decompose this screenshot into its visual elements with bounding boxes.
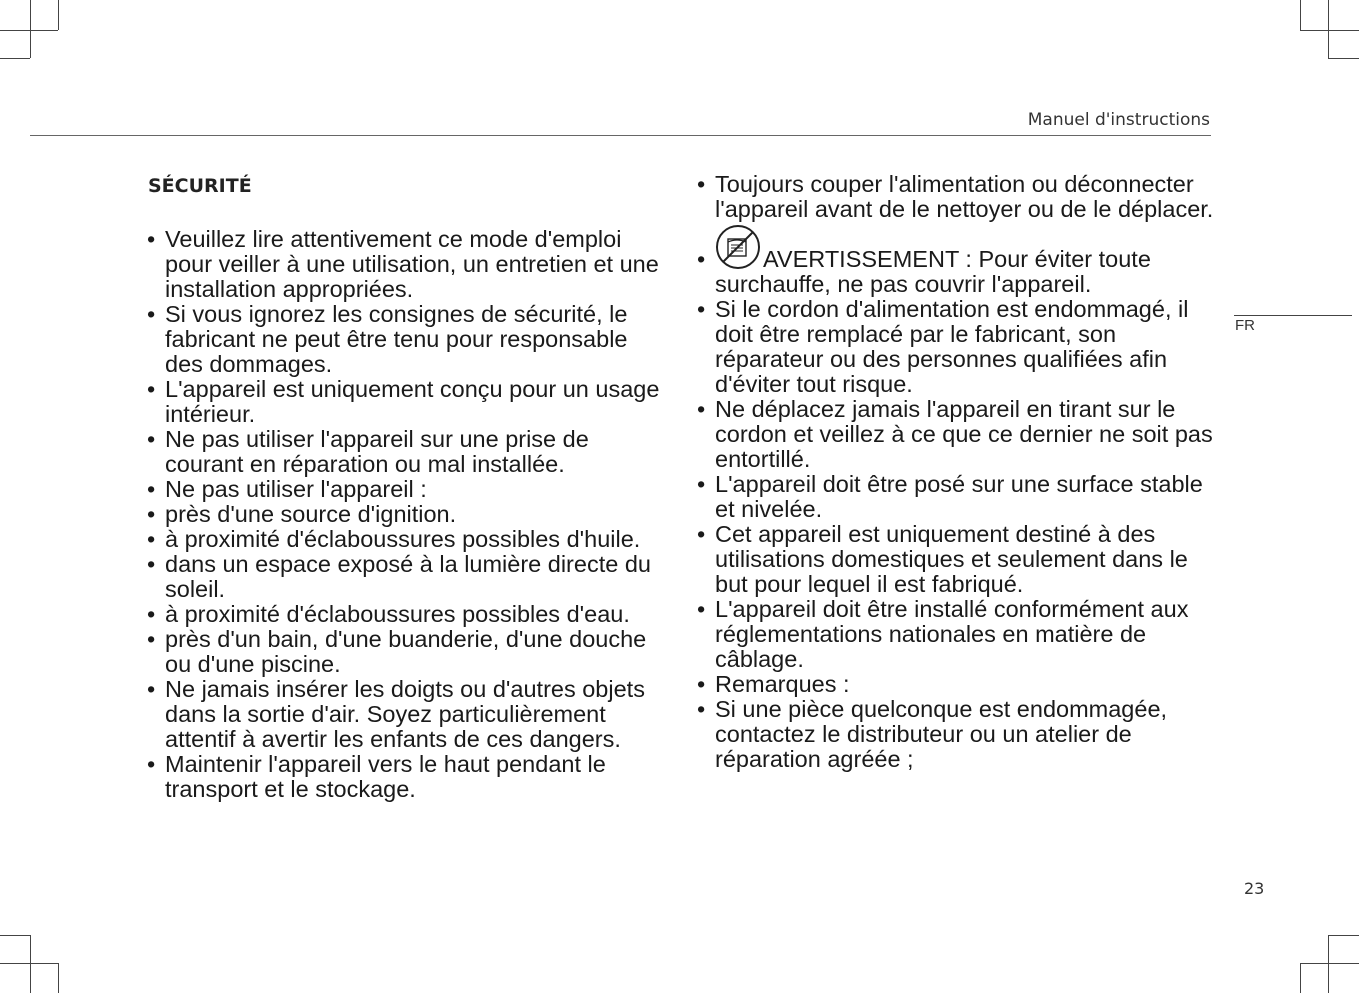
section-title: SÉCURITÉ bbox=[148, 175, 252, 197]
list-item: • à proximité d'éclaboussures possibles d'eau. bbox=[147, 601, 630, 627]
crop-mark bbox=[1328, 935, 1329, 993]
list-item: • Cet appareil est uniquement destiné à des utilisations domestiques et seulement dans le but pour lequel il est fabriqué. bbox=[697, 521, 1188, 597]
safety-list-left bbox=[147, 227, 667, 802]
crop-mark bbox=[1328, 935, 1359, 936]
language-tab: FR bbox=[1235, 317, 1255, 334]
do-not-cover-icon bbox=[715, 224, 761, 270]
page-number: 23 bbox=[1244, 879, 1265, 898]
crop-mark bbox=[1300, 963, 1359, 964]
crop-mark bbox=[58, 963, 59, 993]
list-item: • dans un espace exposé à la lumière directe du soleil. bbox=[147, 551, 651, 602]
list-item: • Veuillez lire attentivement ce mode d'emploi pour veiller à une utilisation, un entretien et une installation appropriées. bbox=[147, 226, 659, 302]
list-item: • L'appareil doit être posé sur une surface stable et nivelée. bbox=[697, 471, 1203, 522]
list-item: • Ne déplacez jamais l'appareil en tirant sur le cordon et veillez à ce que ce dernier ne soit pas entortillé. bbox=[697, 396, 1213, 472]
list-item: • L'appareil doit être installé conformément aux réglementations nationales en matière de câblage. bbox=[697, 596, 1189, 672]
crop-mark bbox=[0, 30, 58, 31]
language-tab-divider bbox=[1234, 315, 1352, 316]
list-item: • Si une pièce quelconque est endommagée, contactez le distributeur ou un atelier de réparation agréée ; bbox=[697, 696, 1168, 772]
crop-mark bbox=[1300, 0, 1301, 30]
list-item: • Si vous ignorez les consignes de sécurité, le fabricant ne peut être tenu pour responsable des dommages. bbox=[147, 301, 628, 377]
list-item-warning: • AVERTISSEMENT : Pour éviter toute surchauffe, ne pas couvrir l'appareil. bbox=[697, 224, 1217, 297]
crop-mark bbox=[30, 0, 31, 58]
list-item: • Ne pas utiliser l'appareil : bbox=[147, 476, 427, 502]
list-item: • Ne jamais insérer les doigts ou d'autres objets dans la sortie d'air. Soyez particulièrement attentif à avertir les enfants de ces dangers. bbox=[147, 676, 645, 752]
list-item: • Maintenir l'appareil vers le haut pendant le transport et le stockage. bbox=[147, 751, 606, 802]
list-item: • près d'une source d'ignition. bbox=[147, 501, 457, 527]
list-item: • à proximité d'éclaboussures possibles d'huile. bbox=[147, 526, 641, 552]
crop-mark bbox=[0, 963, 58, 964]
crop-mark bbox=[30, 935, 31, 993]
list-item: • Remarques : bbox=[697, 671, 850, 697]
safety-list-right bbox=[697, 172, 1217, 772]
list-item: • L'appareil est uniquement conçu pour un usage intérieur. bbox=[147, 376, 660, 427]
crop-mark bbox=[1328, 58, 1359, 59]
list-item: • Toujours couper l'alimentation ou déconnecter l'appareil avant de le nettoyer ou de le déplacer. bbox=[697, 171, 1214, 222]
crop-mark bbox=[0, 935, 30, 936]
header-divider bbox=[30, 135, 1211, 136]
crop-mark bbox=[1300, 963, 1301, 993]
crop-mark bbox=[58, 0, 59, 30]
manual-title: Manuel d'instructions bbox=[1027, 110, 1210, 130]
crop-mark bbox=[1300, 30, 1359, 31]
list-item: • près d'un bain, d'une buanderie, d'une douche ou d'une piscine. bbox=[147, 626, 647, 677]
list-item: • Ne pas utiliser l'appareil sur une prise de courant en réparation ou mal installée. bbox=[147, 426, 589, 477]
crop-mark bbox=[1328, 0, 1329, 58]
crop-mark bbox=[0, 58, 30, 59]
list-item: • Si le cordon d'alimentation est endommagé, il doit être remplacé par le fabricant, son réparateur ou des personnes qualifiées afin d'éviter tout risque. bbox=[697, 296, 1189, 397]
